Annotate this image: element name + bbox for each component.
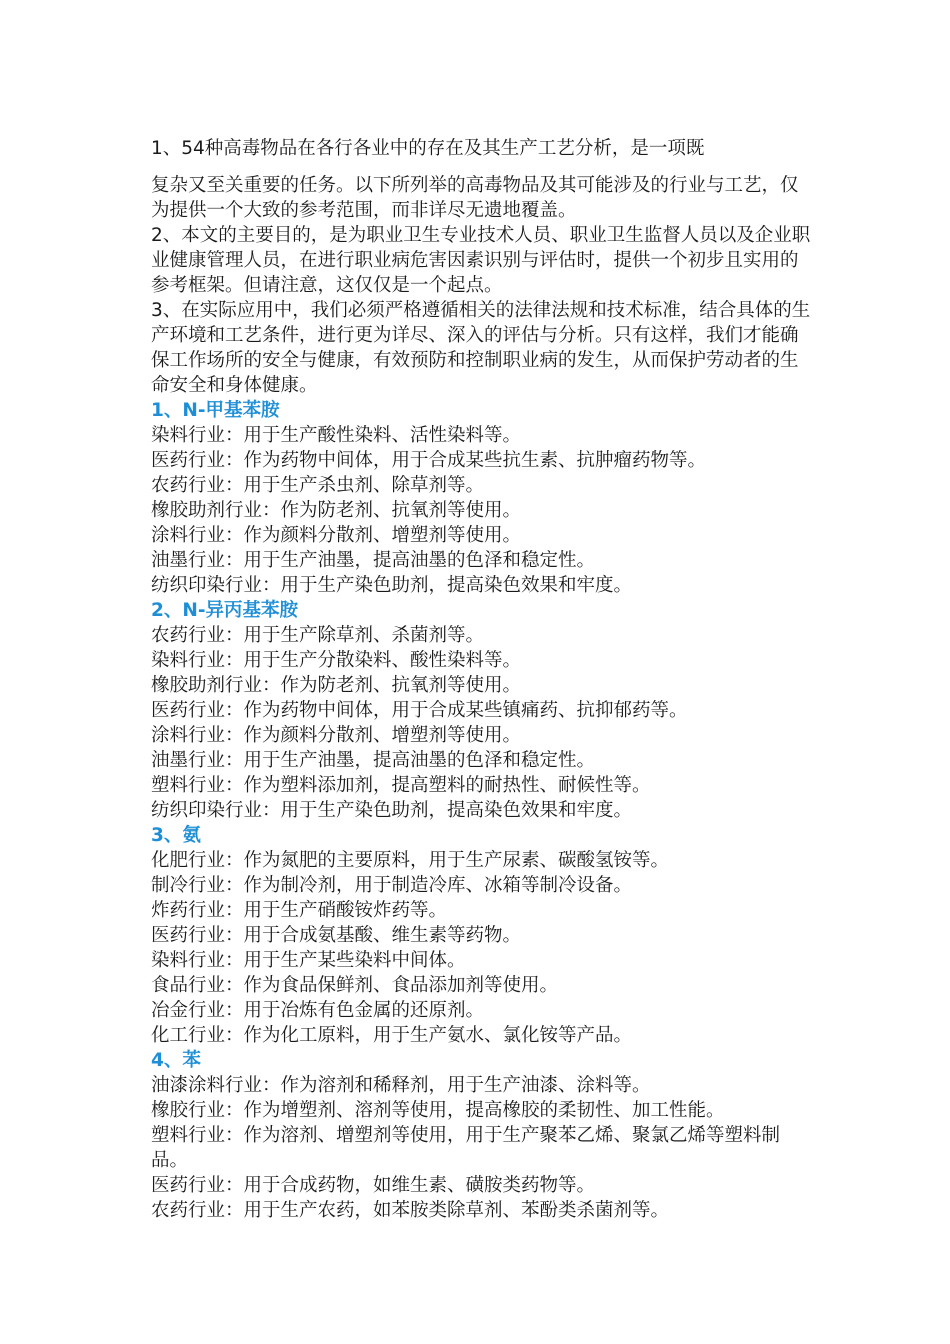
list-item: 炸药行业：用于生产硝酸铵炸药等。: [151, 900, 448, 921]
list-item: 油墨行业：用于生产油墨，提高油墨的色泽和稳定性。: [151, 550, 596, 571]
section-heading: 4、苯: [151, 1050, 201, 1071]
list-item: 油漆涂料行业：作为溶剂和稀释剂，用于生产油漆、涂料等。: [151, 1075, 651, 1096]
section-benzene: [151, 1048, 811, 1223]
intro-paragraph-2: 2、本文的主要目的，是为职业卫生专业技术人员、职业卫生监督人员以及企业职业健康管理人员，在进行职业病危害因素识别与评估时，提供一个初步且实用的参考框架。但请注意，这仅仅是一个起点。: [151, 225, 811, 296]
intro-paragraph-3: 3、在实际应用中，我们必须严格遵循相关的法律法规和技术标准，结合具体的生产环境和工艺条件，进行更为详尽、深入的评估与分析。只有这样，我们才能确保工作场所的安全与健康，有效预防和控制职业病的发生，从而保护劳动者的生命安全和身体健康。: [151, 300, 811, 396]
section-heading: 2、N-异丙基苯胺: [151, 600, 299, 621]
section-n-methylaniline: [151, 398, 811, 598]
list-item: 医药行业：用于合成药物，如维生素、磺胺类药物等。: [151, 1175, 596, 1196]
list-item: 食品行业：作为食品保鲜剂、食品添加剂等使用。: [151, 975, 559, 996]
list-item: 橡胶助剂行业：作为防老剂、抗氧剂等使用。: [151, 500, 522, 521]
section-ammonia: [151, 823, 811, 1048]
list-item: 医药行业：作为药物中间体，用于合成某些镇痛药、抗抑郁药等。: [151, 700, 688, 721]
list-item: 染料行业：用于生产某些染料中间体。: [151, 950, 466, 971]
document-body: [151, 136, 811, 1223]
list-item: 涂料行业：作为颜料分散剂、增塑剂等使用。: [151, 525, 522, 546]
list-item: 化工行业：作为化工原料，用于生产氨水、氯化铵等产品。: [151, 1025, 633, 1046]
list-item: 油墨行业：用于生产油墨，提高油墨的色泽和稳定性。: [151, 750, 596, 771]
section-n-isopropylaniline: [151, 598, 811, 823]
list-item: 塑料行业：作为溶剂、增塑剂等使用，用于生产聚苯乙烯、聚氯乙烯等塑料制品。: [151, 1125, 781, 1171]
intro-paragraph-1-cont: 复杂又至关重要的任务。以下所列举的高毒物品及其可能涉及的行业与工艺，仅为提供一个大致的参考范围，而非详尽无遗地覆盖。: [151, 175, 799, 221]
list-item: 涂料行业：作为颜料分散剂、增塑剂等使用。: [151, 725, 522, 746]
list-item: 纺织印染行业：用于生产染色助剂，提高染色效果和牢度。: [151, 800, 633, 821]
list-item: 染料行业：用于生产酸性染料、活性染料等。: [151, 425, 522, 446]
list-item: 医药行业：作为药物中间体，用于合成某些抗生素、抗肿瘤药物等。: [151, 450, 707, 471]
list-item: 染料行业：用于生产分散染料、酸性染料等。: [151, 650, 522, 671]
list-item: 制冷行业：作为制冷剂，用于制造冷库、冰箱等制冷设备。: [151, 875, 633, 896]
list-item: 纺织印染行业：用于生产染色助剂，提高染色效果和牢度。: [151, 575, 633, 596]
list-item: 橡胶行业：作为增塑剂、溶剂等使用，提高橡胶的柔韧性、加工性能。: [151, 1100, 725, 1121]
section-heading: 1、N-甲基苯胺: [151, 400, 280, 421]
list-item: 农药行业：用于生产杀虫剂、除草剂等。: [151, 475, 485, 496]
list-item: 化肥行业：作为氮肥的主要原料，用于生产尿素、碳酸氢铵等。: [151, 850, 670, 871]
intro-paragraph-1: 1、54种高毒物品在各行各业中的存在及其生产工艺分析，是一项既: [151, 138, 705, 159]
list-item: 医药行业：用于合成氨基酸、维生素等药物。: [151, 925, 522, 946]
section-heading: 3、氨: [151, 825, 201, 846]
list-item: 农药行业：用于生产除草剂、杀菌剂等。: [151, 625, 485, 646]
list-item: 塑料行业：作为塑料添加剂，提高塑料的耐热性、耐候性等。: [151, 775, 651, 796]
list-item: 冶金行业：用于冶炼有色金属的还原剂。: [151, 1000, 485, 1021]
list-item: 橡胶助剂行业：作为防老剂、抗氧剂等使用。: [151, 675, 522, 696]
list-item: 农药行业：用于生产农药，如苯胺类除草剂、苯酚类杀菌剂等。: [151, 1200, 670, 1221]
